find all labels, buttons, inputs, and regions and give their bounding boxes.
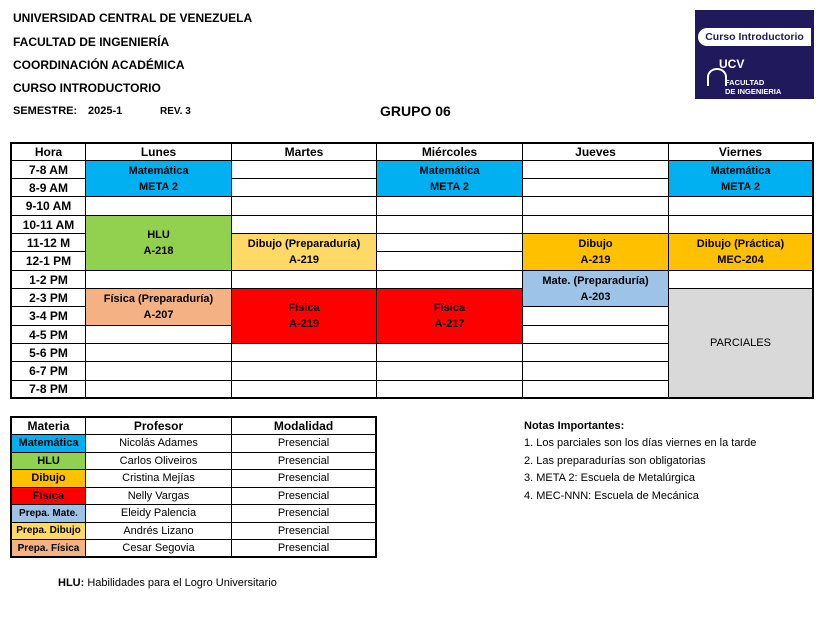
class-block-fisica-martes: Física A-219: [232, 289, 377, 344]
time-slot: 6-7 PM: [12, 362, 86, 381]
note-item: 4. MEC-NNN: Escuela de Mecánica: [524, 490, 699, 502]
empty-slot: [86, 271, 232, 289]
header-martes: Martes: [232, 144, 377, 161]
note-item: 1. Los parciales son los días viernes en la tarde: [524, 437, 757, 449]
empty-slot: [232, 344, 377, 362]
time-slot: 10-11 AM: [12, 216, 86, 234]
time-slot: 1-2 PM: [12, 271, 86, 289]
hlu-footnote: [58, 577, 277, 589]
legend-modalidad: Presencial: [232, 470, 375, 488]
ucv-logo: [695, 10, 814, 99]
header-jueves: Jueves: [523, 144, 669, 161]
notes-title: Notas Importantes:: [524, 420, 625, 432]
empty-slot: [232, 197, 377, 216]
empty-slot: [86, 326, 232, 344]
time-slot: 9-10 AM: [12, 197, 86, 216]
empty-slot: [523, 161, 669, 179]
empty-slot: [377, 197, 523, 216]
time-slot: 2-3 PM: [12, 289, 86, 307]
university-name: UNIVERSIDAD CENTRAL DE VENEZUELA: [13, 11, 253, 25]
empty-slot: [669, 271, 812, 289]
class-block-dibujo-viernes: Dibujo (Práctica) MEC-204: [669, 234, 812, 271]
header-miercoles: Miércoles: [377, 144, 523, 161]
course-name: CURSO INTRODUCTORIO: [13, 81, 161, 95]
empty-slot: [377, 234, 523, 252]
footnote-text: Habilidades para el Logro Universitario: [87, 577, 277, 589]
logo-arch-icon: [707, 68, 727, 86]
class-block-matematica-viernes: Matemática META 2: [669, 161, 812, 197]
time-slot: 7-8 AM: [12, 161, 86, 179]
empty-slot: [669, 197, 812, 216]
header-hora: Hora: [12, 144, 86, 161]
footnote-abbr: HLU:: [58, 577, 85, 589]
class-block-fisica-miercoles: Física A-217: [377, 289, 523, 344]
class-block-hlu-lunes: HLU A-218: [86, 216, 232, 271]
legend-modalidad: Presencial: [232, 523, 375, 541]
coordination-name: COORDINACIÓN ACADÉMICA: [13, 58, 185, 72]
time-slot: 12-1 PM: [12, 252, 86, 271]
empty-slot: [232, 362, 377, 381]
legend-materia: Dibujo: [12, 470, 86, 488]
legend-modalidad: Presencial: [232, 453, 375, 471]
legend-modalidad: Presencial: [232, 488, 375, 506]
semester-label: SEMESTRE:: [13, 105, 78, 117]
empty-slot: [232, 179, 377, 197]
time-slot: 8-9 AM: [12, 179, 86, 197]
time-slot: 4-5 PM: [12, 326, 86, 344]
empty-slot: [377, 252, 523, 271]
class-block-prepa-mate-jueves: Mate. (Preparaduría) A-203: [523, 271, 669, 307]
empty-slot: [523, 197, 669, 216]
empty-slot: [523, 179, 669, 197]
empty-slot: [377, 362, 523, 381]
class-block-prepa-dibujo-martes: Dibujo (Preparaduría) A-219: [232, 234, 377, 271]
class-block-prepa-fisica-lunes: Física (Preparaduría) A-207: [86, 289, 232, 326]
empty-slot: [669, 216, 812, 234]
professor-table: [10, 416, 377, 558]
time-slot: 5-6 PM: [12, 344, 86, 362]
time-slot: 7-8 PM: [12, 381, 86, 397]
empty-slot: [377, 381, 523, 397]
empty-slot: [523, 216, 669, 234]
time-slot: 3-4 PM: [12, 307, 86, 326]
legend-materia: Matemática: [12, 435, 86, 453]
legend-modalidad: Presencial: [232, 505, 375, 523]
faculty-name: FACULTAD DE INGENIERÍA: [13, 35, 170, 49]
class-block-parciales-viernes: PARCIALES: [669, 289, 812, 397]
empty-slot: [523, 344, 669, 362]
empty-slot: [377, 344, 523, 362]
empty-slot: [377, 216, 523, 234]
logo-ucv: UCV: [719, 57, 745, 71]
legend-modalidad: Presencial: [232, 435, 375, 453]
logo-course-title: Curso Introductorio: [698, 28, 811, 46]
empty-slot: [232, 216, 377, 234]
note-item: 3. META 2: Escuela de Metalúrgica: [524, 472, 695, 484]
empty-slot: [86, 197, 232, 216]
legend-header-profesor: Profesor: [86, 418, 232, 435]
legend-materia: Prepa. Dibujo: [12, 523, 86, 541]
empty-slot: [523, 326, 669, 344]
empty-slot: [86, 344, 232, 362]
empty-slot: [232, 161, 377, 179]
legend-header-modalidad: Modalidad: [232, 418, 375, 435]
note-item: 2. Las preparadurías son obligatorias: [524, 455, 706, 467]
legend-materia: Física: [12, 488, 86, 506]
empty-slot: [232, 271, 377, 289]
legend-modalidad: Presencial: [277, 542, 330, 554]
empty-slot: [523, 362, 669, 381]
legend-materia: Prepa. Mate.: [12, 505, 86, 523]
legend-profesor: Carlos Oliveiros: [86, 453, 232, 471]
legend-profesor: Nicolás Adames: [86, 435, 232, 453]
legend-profesor: Cristina Mejías: [86, 470, 232, 488]
revision-label: REV. 3: [160, 106, 191, 117]
semester-value: 2025-1: [88, 105, 123, 117]
empty-slot: [232, 381, 377, 397]
group-title: GRUPO 06: [380, 103, 451, 119]
legend-materia: HLU: [12, 453, 86, 471]
empty-slot: [86, 362, 232, 381]
header-viernes: Viernes: [669, 144, 812, 161]
legend-profesor: Cesar Segovia: [86, 540, 232, 556]
legend-materia: Prepa. Física: [12, 540, 86, 556]
legend-profesor: Eleidy Palencia: [86, 505, 232, 523]
empty-slot: [86, 381, 232, 397]
header-lunes: Lunes: [86, 144, 232, 161]
class-block-matematica-lunes: Matemática META 2: [86, 161, 232, 197]
legend-header-materia: Materia: [12, 418, 86, 435]
legend-profesor: Andrés Lizano: [86, 523, 232, 541]
class-block-dibujo-jueves: Dibujo A-219: [523, 234, 669, 271]
empty-slot: [377, 271, 523, 289]
legend-profesor: Nelly Vargas: [86, 488, 232, 506]
class-block-matematica-miercoles: Matemática META 2: [377, 161, 523, 197]
empty-slot: [523, 381, 669, 397]
time-slot: 11-12 M: [12, 234, 86, 252]
logo-faculty: FACULTAD DE INGENIERIA: [725, 78, 782, 96]
empty-slot: [523, 307, 669, 326]
schedule-table: [10, 142, 814, 399]
